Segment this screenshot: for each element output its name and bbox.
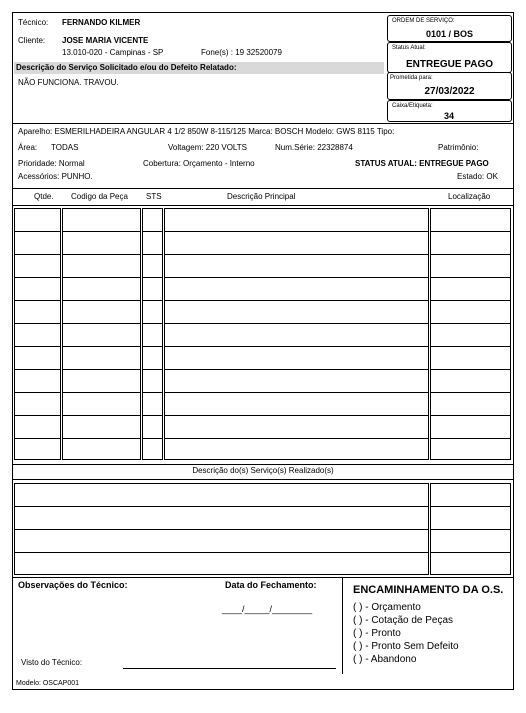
estado: Estado: OK (457, 172, 498, 181)
tecnico-label: Técnico: (18, 18, 49, 27)
cliente-label: Cliente: (18, 36, 46, 45)
divider (13, 123, 513, 124)
num-serie: Num.Série: 22328874 (275, 143, 353, 152)
cliente-name: JOSE MARIA VICENTE (62, 36, 149, 45)
col-codigo: Codigo da Peça (71, 192, 128, 201)
encaminhamento-divider (342, 577, 343, 674)
col-qtde: Qtde. (34, 192, 54, 201)
caixa-value: 34 (444, 111, 455, 121)
localizacao-column (430, 208, 511, 460)
servicos-header-line (13, 479, 513, 480)
ordem-servico-box (387, 15, 512, 42)
service-order-form (12, 12, 514, 690)
visto-label: Visto do Técnico: (21, 658, 83, 667)
caixa-label: Caixa/Etiqueta: (392, 103, 433, 109)
prometida-box (387, 72, 512, 100)
cliente-phone: Fone(s) : 19 32520079 (201, 48, 282, 57)
status-value: ENTREGUE PAGO (405, 59, 494, 70)
prioridade: Prioridade: Normal (18, 159, 85, 168)
prometida-value: 27/03/2022 (424, 86, 475, 97)
data-fechamento-field[interactable]: ____/_____/________ (222, 604, 313, 614)
cliente-address: 13.010-020 - Campinas - SP (62, 48, 164, 57)
servicos-table (14, 483, 511, 575)
descricao-column (164, 208, 429, 460)
aparelho-line: Aparelho: ESMERILHADEIRA ANGULAR 4 1/2 850W 8-115/125 Marca: BOSCH Modelo: GWS 8115 Tipo: (18, 127, 395, 136)
status-box (387, 42, 512, 73)
cobertura: Cobertura: Orçamento - Interno (143, 159, 255, 168)
pecas-table (14, 208, 511, 460)
option-pronto[interactable]: ( ) - Pronto (353, 628, 401, 639)
table-top-line (13, 188, 513, 189)
status-atual: STATUS ATUAL: ENTREGUE PAGO (355, 159, 489, 168)
servicos-top-line (13, 464, 513, 465)
caixa-box (387, 100, 512, 122)
acessorios: Acessórios: PUNHO. (18, 172, 93, 181)
option-cotacao-pecas[interactable]: ( ) - Cotação de Peças (353, 615, 454, 626)
defeito-title: Descrição do Serviço Solicitado e/ou do Defeito Relatado: (16, 63, 237, 72)
tecnico-name: FERNANDO KILMER (62, 18, 141, 27)
encaminhamento-title: ENCAMINHAMENTO DA O.S. (353, 584, 504, 596)
voltagem: Voltagem: 220 VOLTS (168, 143, 248, 152)
status-label: Status Atual: (392, 45, 426, 51)
codigo-column (62, 208, 141, 460)
servicos-extra-column (430, 483, 511, 575)
os-value: 0101 / BOS (425, 29, 474, 39)
table-header-line (13, 205, 513, 206)
defeito-text: NÃO FUNCIONA. TRAVOU. (18, 78, 119, 87)
qtde-column (14, 208, 61, 460)
defeito-title-bar (14, 62, 384, 74)
observacoes-label: Observações do Técnico: (18, 580, 128, 590)
patrimonio: Patrimônio: (438, 143, 479, 152)
area-label: Área: (18, 143, 38, 152)
option-abandono[interactable]: ( ) - Abandono (353, 654, 417, 665)
os-label: ORDEM DE SERVIÇO: (392, 18, 455, 24)
sts-column (142, 208, 163, 460)
servicos-desc-column (14, 483, 429, 575)
footer-top-line (13, 577, 513, 578)
option-orcamento[interactable]: ( ) - Orçamento (353, 602, 421, 613)
servicos-title: Descrição do(s) Serviço(s) Realizado(s) (192, 466, 334, 475)
col-descricao: Descrição Principal (227, 192, 296, 201)
signature-line[interactable] (123, 668, 336, 669)
data-fechamento-label: Data do Fechamento: (225, 580, 317, 590)
col-sts: STS (146, 192, 162, 201)
prometida-label: Prometida para: (390, 75, 433, 81)
area-value: TODAS (51, 143, 79, 152)
option-pronto-sem-defeito[interactable]: ( ) - Pronto Sem Defeito (353, 641, 459, 652)
modelo-label: Modelo: OSCAP001 (16, 680, 80, 687)
col-localizacao: Localização (448, 192, 491, 201)
